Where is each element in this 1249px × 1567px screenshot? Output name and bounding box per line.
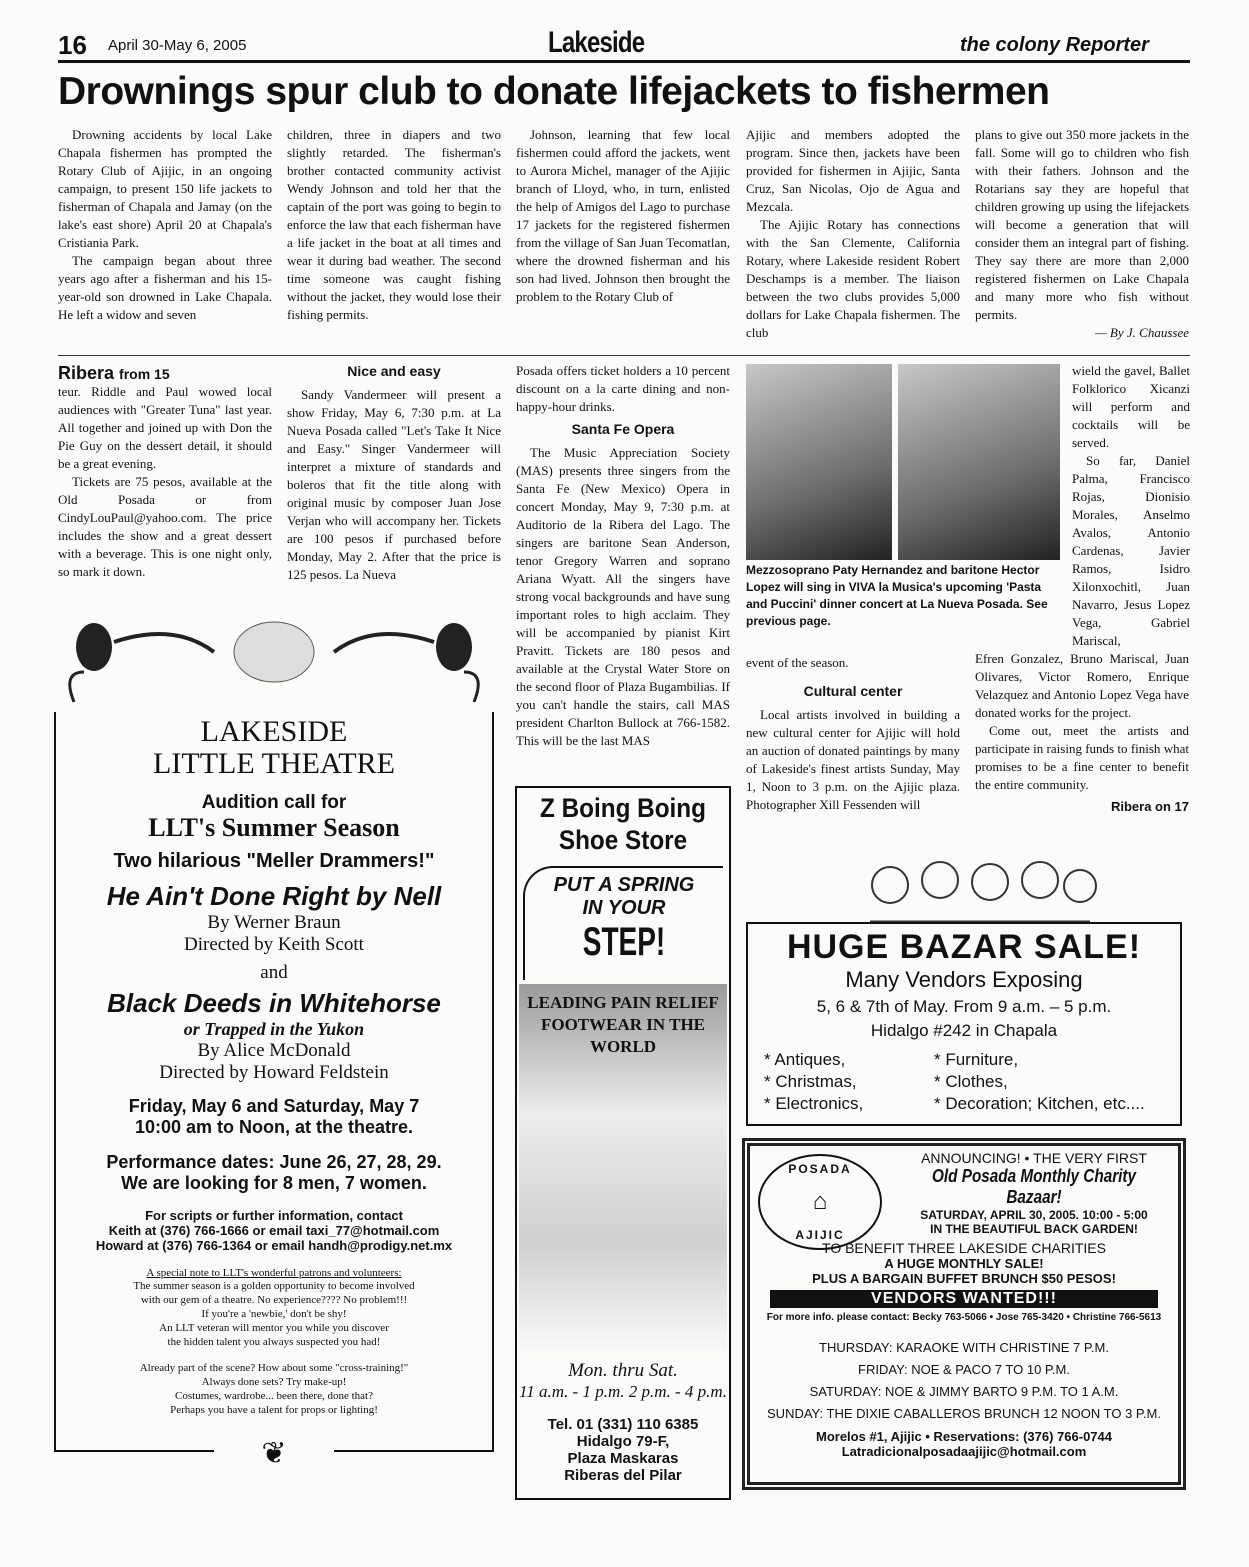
casting-line: We are looking for 8 men, 7 women.	[121, 1173, 427, 1193]
audition-time: 10:00 am to Noon, at the theatre.	[134, 1117, 414, 1137]
posada-bazaar-title: Old Posada Monthly Charity Bazaar!	[931, 1166, 1137, 1207]
subhead-santa-fe-opera: Santa Fe Opera	[571, 421, 675, 437]
posada-email: Latradicionalposadaajijic@hotmail.com	[841, 1444, 1087, 1459]
paragraph: Ajijic and members adopted the program. Since then, jackets have been provided for fishermen in Ajijic, Santa Cruz, San Nicolas, Ojo de Agua and Mezcala.	[746, 127, 960, 214]
posada-events	[750, 1337, 1178, 1425]
note-line: Costumes, wardrobe... been there, done that?	[175, 1390, 373, 1402]
bazar-item: * Antiques,	[764, 1050, 846, 1069]
play-2-author: By Alice McDonald	[197, 1040, 351, 1061]
contact-keith: Keith at (376) 766-1666 or email taxi_77@hotmail.com	[108, 1223, 440, 1238]
spring-swoosh	[523, 866, 723, 980]
logo-bottom-text: AJIJIC	[795, 1228, 845, 1242]
step-word: STEP!	[582, 920, 666, 964]
announce-line: ANNOUNCING! • THE VERY FIRST	[921, 1150, 1147, 1166]
paragraph: teur. Riddle and Paul wowed local audiences with "Greater Tuna" last year. All together and joined up with Don the Pie Guy on the dessert detail, it should be a great evening.	[58, 384, 272, 471]
story-column-2	[287, 126, 501, 324]
note-body	[56, 1279, 492, 1349]
paragraph: Come out, meet the artists and participate in raising funds to finish what promises to be a fine center to benefit the entire community.	[975, 723, 1189, 792]
kicker-word: Ribera	[58, 363, 115, 383]
theatre-masks-icon	[54, 612, 494, 712]
audition-dates: Friday, May 6 and Saturday, May 7	[128, 1096, 420, 1116]
shoe-store-ad	[515, 786, 731, 1500]
paragraph: Local artists involved in building a new cultural center for Ajijic will hold an auction of donated paintings by many of Lakeside's finest artists Sunday, May 1, Noon to 3 p.m. on the Ajijic plaza. Photographer Xill Fessenden will	[746, 707, 960, 812]
play-2-title: Black Deeds in Whitehorse	[107, 988, 441, 1018]
byline: — By J. Chaussee	[1095, 325, 1189, 340]
paragraph: Tickets are 75 pesos, available at the Old Posada or from CindyLouPaul@yahoo.com. The price includes the show and a great dessert with a beverage. This is one night only, so mark it down.	[58, 474, 272, 579]
theatre-title-1: LAKESIDE	[200, 715, 348, 748]
posada-date: SATURDAY, APRIL 30, 2005. 10:00 - 5:00	[920, 1208, 1148, 1222]
note-line: The summer season is a golden opportunity to become involved	[133, 1280, 415, 1292]
contact-line: For scripts or further information, contact	[145, 1208, 403, 1223]
story-divider	[58, 355, 1190, 356]
note-line: Perhaps you have a talent for props or lighting!	[170, 1404, 378, 1416]
bazar-dates: 5, 6 & 7th of May. From 9 a.m. – 5 p.m.	[816, 997, 1112, 1016]
play-1-author: By Werner Braun	[207, 912, 341, 933]
ribera-column-3	[516, 362, 730, 750]
masthead-rule	[58, 60, 1190, 63]
subhead-cultural-center: Cultural center	[803, 683, 903, 699]
shoe-address-1: Hidalgo 79-F,	[576, 1433, 670, 1450]
audition-line-1: Audition call for	[201, 792, 347, 813]
photo-paty-hernandez	[746, 364, 892, 560]
note-line: the hidden talent you always suspected you had!	[167, 1336, 381, 1348]
posada-bazaar-ad	[742, 1138, 1186, 1490]
event-line: SATURDAY: NOE & JIMMY BARTO 9 P.M. TO 1 A.M.	[809, 1384, 1119, 1399]
note-line: If you're a 'newbie,' don't be shy!	[201, 1308, 347, 1320]
paragraph: Posada offers ticket holders a 10 percent discount on a la carte dining and non-happy-hour drinks.	[516, 363, 730, 414]
bazar-items	[748, 1049, 1180, 1115]
paragraph: The campaign began about three years ago after a fisherman and his 15-year-old son drowned in Lake Chapala. He left a widow and seven	[58, 253, 272, 322]
bazar-sale-ad	[746, 922, 1182, 1126]
posada-brunch: PLUS A BARGAIN BUFFET BRUNCH $50 PESOS!	[812, 1271, 1116, 1286]
section-name: Lakeside	[548, 26, 645, 59]
note-line: An LLT veteran will mentor you while you discover	[159, 1322, 389, 1334]
story-column-4	[746, 126, 960, 342]
spring-line-1: PUT A SPRING	[553, 874, 695, 896]
cartoon-vendors-illustration	[860, 840, 1100, 925]
shoe-photo	[519, 984, 727, 1354]
subhead-nice-and-easy: Nice and easy	[347, 363, 441, 379]
shoe-store-name-1: Z Boing Boing	[539, 793, 706, 823]
note-body-2	[56, 1361, 492, 1417]
paragraph: event of the season.	[746, 655, 849, 670]
ribera-column-1	[58, 364, 272, 581]
kicker-from: from 15	[119, 366, 170, 382]
shoe-address-2: Plaza Maskaras	[567, 1450, 679, 1467]
photo-caption: Mezzosoprano Paty Hernandez and baritone Hector Lopez will sing in VIVA la Musica's upcoming 'Pasta and Puccini' dinner concert at La Nueva Posada. See previous page.	[746, 563, 1048, 628]
vendors-wanted-banner: VENDORS WANTED!!!	[770, 1290, 1158, 1308]
hours-open: 11 a.m. - 1 p.m. 2 p.m. - 4 p.m.	[519, 1382, 727, 1401]
audition-line-2: LLT's Summer Season	[148, 813, 400, 842]
contact-howard: Howard at (376) 766-1364 or email handh@prodigy.net.mx	[95, 1238, 453, 1253]
photo-hector-lopez	[898, 364, 1060, 560]
headline: Drownings spur club to donate lifejackets to fishermen	[58, 70, 1050, 113]
paragraph: The Music Appreciation Society (MAS) presents three singers from the Santa Fe (New Mexico) Opera in concert Monday, May 9, 7:30 p.m. at Auditorio de la Ribera del Lago. The singers are baritone Sean Anderson, tenor Gregory Warren and soprano Ariana Wyatt. All the singers have strong vocal backgrounds and have sung important roles to high acclaim. They will be accompanied by pianist Kirt Pravitt. Tickets are 180 pesos and available at the Crystal Water Store on the second floor of Plaza Bugambilias. If you can't handle the stairs, call MAS president Charlton Bullock at 766-1582. This will be the last MAS	[516, 445, 730, 748]
performance-dates: Performance dates: June 26, 27, 28, 29.	[106, 1152, 442, 1172]
theatre-masks-ornament	[54, 612, 494, 712]
story-column-5	[975, 126, 1189, 342]
cartoon-people-icon	[860, 840, 1100, 925]
posada-address: Morelos #1, Ajijic • Reservations: (376) 766-0744	[816, 1429, 1112, 1444]
shoe-store-name-2: Shoe Store	[558, 825, 688, 855]
house-icon: ⌂	[812, 1188, 828, 1215]
shoe-address-3: Riberas del Pilar	[564, 1467, 682, 1484]
days-open: Mon. thru Sat.	[568, 1360, 678, 1381]
paragraph: wield the gavel, Ballet Folklorico Xicanzi will perform and cocktails will be served.	[1072, 363, 1190, 450]
posada-contact: For more info. please contact: Becky 763-5066 • Jose 765-3420 • Christine 766-5613	[766, 1312, 1162, 1323]
theatre-ad	[54, 712, 494, 1452]
note-line: Already part of the scene? How about some "cross-training!"	[139, 1362, 409, 1374]
jump-line: Ribera on 17	[1110, 799, 1189, 814]
bazar-item: * Furniture,	[934, 1050, 1019, 1069]
paragraph: So far, Daniel Palma, Francisco Rojas, Dionisio Morales, Anselmo Avalos, Antonio Cardenas, Javier Ramos, Isidro Xilonxochitl, Juan Navarro, Jesus Lopez Vega, Gabriel Mariscal,	[1072, 453, 1190, 648]
posada-benefit: TO BENEFIT THREE LAKESIDE CHARITIES	[822, 1240, 1106, 1256]
note-line: Always done sets? Try make-up!	[201, 1376, 347, 1388]
paragraph: The Ajijic Rotary has connections with the San Clemente, California Rotary, where Lakeside resident Robert Deschamps is a member. The liaison between the two clubs provides 5,000 dollars for Lake Chapala fishermen. The club	[746, 217, 960, 340]
bazar-title: HUGE BAZAR SALE!	[786, 928, 1142, 966]
story-column-3	[516, 126, 730, 306]
scroll-ornament-icon: ❦	[214, 1436, 334, 1472]
paragraph: Johnson, learning that few local fishermen could afford the jackets, went to Aurora Michel, manager of the Ajijic branch of Lloyd, who, in turn, enlisted the help of Amigos del Lago to purchase 17 jackets for the registered fishermen from the village of San Juan Tecomatlan, where the drowned fisherman and his son had lived. Johnson then brought the problem to the Rotary Club of	[516, 127, 730, 304]
bazar-items-left	[748, 1049, 934, 1115]
jump-kicker	[58, 364, 272, 383]
and-line: and	[260, 962, 288, 983]
two-plays-line: Two hilarious "Meller Drammers!"	[113, 850, 435, 872]
note-line: with our gem of a theatre. No experience???? No problem!!!	[140, 1294, 408, 1306]
posada-monthly: A HUGE MONTHLY SALE!	[884, 1256, 1044, 1271]
bazar-item: * Christmas,	[764, 1072, 857, 1091]
logo-top-text: POSADA	[788, 1162, 852, 1176]
ribera-column-2	[287, 358, 501, 584]
paragraph: Sandy Vandermeer will present a show Friday, May 6, 7:30 p.m. at La Nueva Posada called "Let's Take It Nice and Easy." Singer Vandermeer will interpret a mixture of standards and boleros that fit the title along with original music by composer Juan Jose Verjan who will accompany her. Tickets are 100 pesos if purchased before Monday, May 2. After that the price is 125 pesos. La Nueva	[287, 387, 501, 582]
bazar-subtitle: Many Vendors Exposing	[845, 967, 1083, 992]
story-column-1	[58, 126, 272, 324]
ribera-column-5b	[975, 650, 1189, 816]
posada-logo	[758, 1154, 882, 1250]
shoe-phone: Tel. 01 (331) 110 6385	[547, 1416, 699, 1433]
bazar-item: * Decoration; Kitchen, etc....	[934, 1094, 1145, 1113]
event-line: FRIDAY: NOE & PACO 7 TO 10 P.M.	[858, 1362, 1070, 1377]
ribera-column-5a	[1072, 362, 1190, 650]
play-1-director: Directed by Keith Scott	[184, 934, 364, 955]
issue-date: April 30-May 6, 2005	[108, 37, 247, 54]
paragraph: children, three in diapers and two slightly retarded. The fisherman's brother contacted community activist Wendy Johnson and told her that the captain of the port was going to begin to enforce the law that each fisherman have a life jacket in the boat at all times and wear it during bad weather. The second time someone was caught fishing without the jacket, they would lose their fishing permits.	[287, 127, 501, 322]
paper-logo: the colony Reporter	[960, 34, 1149, 56]
note-heading: A special note to LLT's wonderful patrons and volunteers:	[146, 1267, 402, 1279]
bazar-address: Hidalgo #242 in Chapala	[870, 1021, 1058, 1040]
event-line: THURSDAY: KARAOKE WITH CHRISTINE 7 P.M.	[819, 1340, 1109, 1355]
page-number: 16	[58, 30, 87, 60]
paragraph: plans to give out 350 more jackets in the fall. Some will go to children who fish with their fathers. Johnson and the Rotarians say they are hopeful that children growing up using the lifejackets will become a generation that will consider them an integral part of fishing. They say there are more than 2,000 registered fishermen on Lake Chapala and many more who fish without permits.	[975, 127, 1189, 322]
play-2-director: Directed by Howard Feldstein	[159, 1062, 389, 1083]
ribera-column-4	[746, 654, 960, 814]
bazar-item: * Clothes,	[934, 1072, 1008, 1091]
paragraph: Efren Gonzalez, Bruno Mariscal, Juan Olivares, Victor Romero, Enrique Velazquez and Antonio Lopez Vega have donated works for the project.	[975, 651, 1189, 720]
paragraph: Drowning accidents by local Lake Chapala fishermen has prompted the Rotary Club of Ajijic, in an ongoing campaign, to present 150 life jackets to fisherman of Chapala and Jamay (on the lake's east shore) April 20 at Chapala's Cristiania Park.	[58, 127, 272, 250]
bazar-items-right	[934, 1049, 1145, 1115]
posada-garden: IN THE BEAUTIFUL BACK GARDEN!	[930, 1222, 1138, 1236]
play-1-title: He Ain't Done Right by Nell	[106, 881, 442, 911]
theatre-title-2: LITTLE THEATRE	[153, 747, 395, 780]
event-line: SUNDAY: THE DIXIE CABALLEROS BRUNCH 12 NOON TO 3 P.M.	[767, 1406, 1161, 1421]
spring-line-2: IN YOUR	[582, 897, 666, 919]
bazar-item: * Electronics,	[764, 1094, 864, 1113]
play-2-subtitle: or Trapped in the Yukon	[183, 1019, 365, 1039]
leading-pain-relief: LEADING PAIN RELIEF FOOTWEAR IN THE WORLD	[527, 993, 719, 1056]
